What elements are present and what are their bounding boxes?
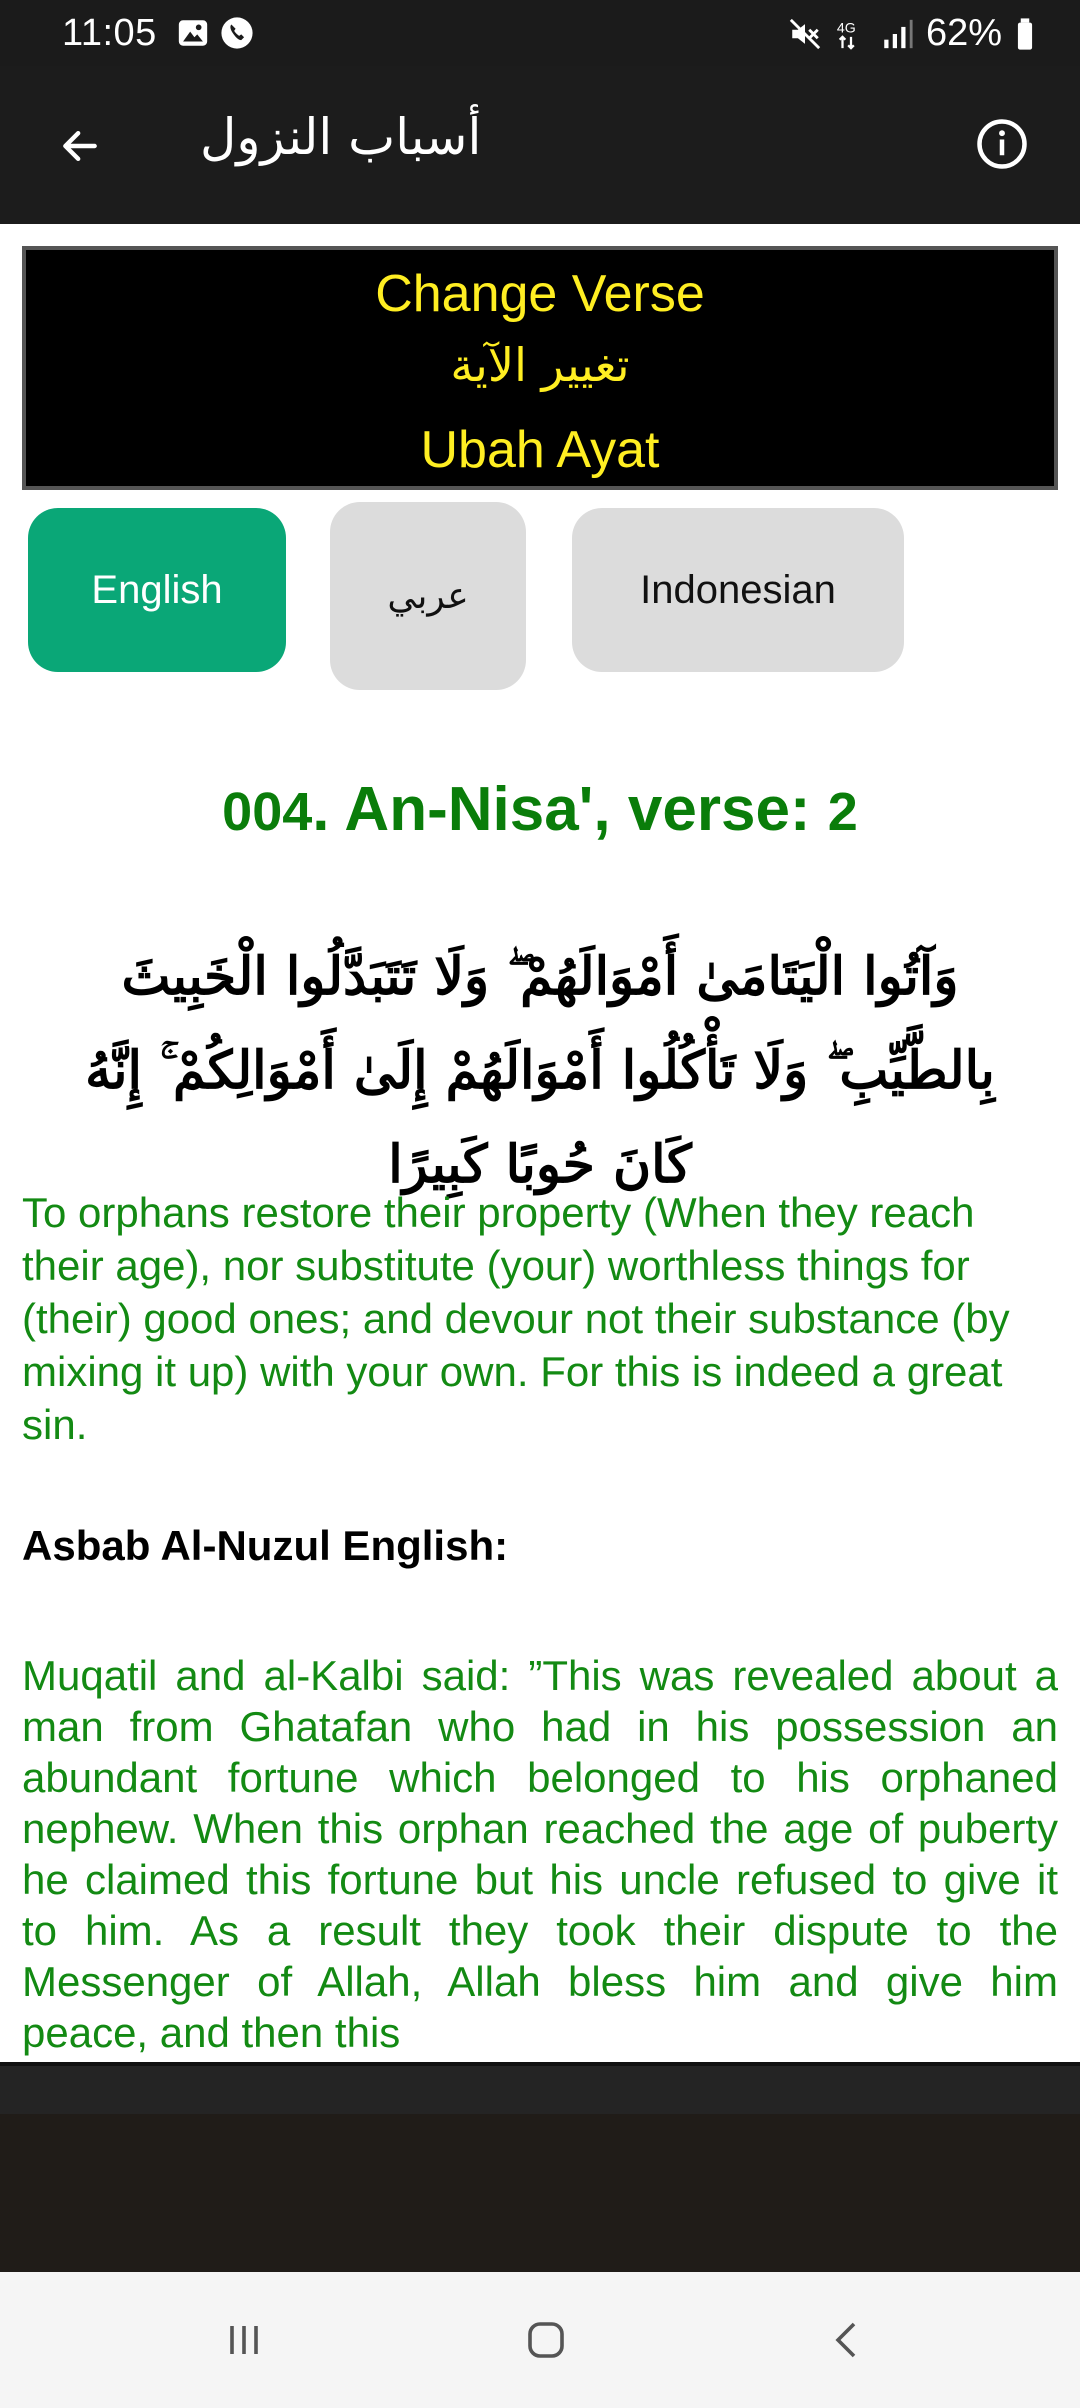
signal-icon xyxy=(880,17,914,51)
system-back-button[interactable] xyxy=(818,2310,878,2370)
info-icon xyxy=(975,117,1029,171)
ad-top-strip xyxy=(0,2066,1080,2114)
change-verse-arabic: تغيير الآية xyxy=(450,338,630,392)
status-time: 11:05 xyxy=(62,12,157,54)
language-arabic-button[interactable]: عربي xyxy=(330,502,526,690)
arrow-left-icon xyxy=(58,124,102,168)
status-system-icons xyxy=(788,12,1036,55)
surah-name-verse: . An-Nisa', verse: xyxy=(312,775,828,844)
gallery-icon xyxy=(176,16,210,50)
home-button[interactable] xyxy=(516,2310,576,2370)
phone-call-icon xyxy=(220,16,254,50)
mute-icon xyxy=(788,17,822,51)
recent-apps-icon xyxy=(220,2316,268,2364)
status-notification-icons xyxy=(176,16,254,50)
page-title: أسباب النزول xyxy=(200,108,482,166)
app-bar xyxy=(0,66,1080,224)
system-navigation-bar xyxy=(0,2272,1080,2408)
verse-number: 2 xyxy=(827,782,858,842)
language-indonesian-button[interactable]: Indonesian xyxy=(572,508,904,672)
battery-icon xyxy=(1014,17,1036,51)
home-icon xyxy=(522,2316,570,2364)
back-button[interactable] xyxy=(50,116,110,176)
ad-banner[interactable] xyxy=(0,2062,1080,2272)
change-verse-indonesian: Ubah Ayat xyxy=(420,421,660,479)
change-verse-button[interactable] xyxy=(22,246,1058,490)
status-bar xyxy=(0,0,1080,66)
recent-apps-button[interactable] xyxy=(214,2310,274,2370)
asbab-heading: Asbab Al-Nuzul English: xyxy=(22,1522,509,1569)
asbab-text: Muqatil and al-Kalbi said: ”This was revealed about a man from Ghatafan who had in his possession an abundant fortune which belonged to his orphaned nephew. When this orphan reached the age of puberty he claimed this fortune but his uncle refused to give it to him. As a result they took their dispute to the Messenger of Allah, Allah bless him and give him peace, and then this xyxy=(22,1652,1058,2056)
verse-translation: To orphans restore their property (When they reach their age), nor substitute (your) worthless things for (their) good ones; and devour not their substance (by mixing it up) with your own. For this is indeed a great sin. xyxy=(22,1189,1010,1448)
surah-number: 004 xyxy=(222,782,313,842)
network-4g-icon xyxy=(834,17,868,51)
chevron-left-icon xyxy=(824,2316,872,2364)
verse-reference xyxy=(0,774,1080,845)
info-button[interactable] xyxy=(970,112,1034,176)
svg-text:4G: 4G xyxy=(836,20,856,37)
change-verse-english: Change Verse xyxy=(375,265,705,323)
arabic-verse-text: وَآتُوا الْيَتَامَىٰ أَمْوَالَهُمْ ۖ وَلَا تَتَبَدَّلُوا الْخَبِيثَ بِالطَّيِّبِ ۖ وَلَا تَأْكُلُوا أَمْوَالَهُمْ إِلَىٰ أَمْوَالِكُمْ ۚ إِنَّهُ كَانَ حُوبًا كَبِيرًا xyxy=(85,946,995,1195)
battery-percentage: 62% xyxy=(925,12,1002,54)
language-english-button[interactable]: English xyxy=(28,508,286,672)
